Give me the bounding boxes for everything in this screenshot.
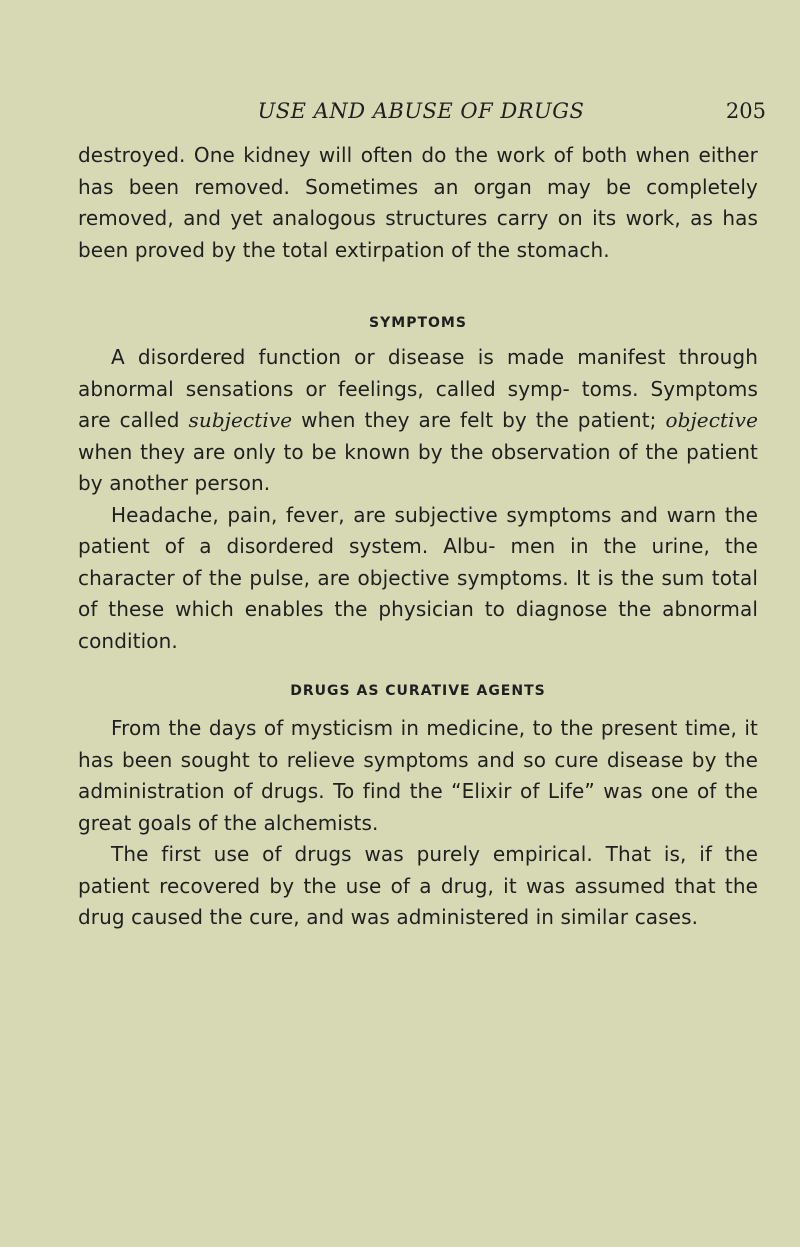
text-block-intro — [78, 140, 758, 266]
paragraph: Headache, pain, fever, are subjective symptoms and warn the patient of a disordered system. Albu- men in the urine, the character of the pulse, are objective symptoms. It is the sum total of these which enables the physician to diagnose the abnormal condition. — [78, 502, 758, 653]
paragraph: destroyed. One kidney will often do the work of both when either has been removed. Sometimes an organ may be completely removed, and yet analogous structures carry on its work, as has been proved by the total extirpation of the stomach. — [78, 143, 758, 262]
emphasis-term: subjective — [188, 408, 293, 432]
paragraph: The first use of drugs was purely empirical. That is, if the patient recovered by the use of a drug, it was assumed that the drug caused the cure, and was administered in similar cases. — [78, 842, 758, 929]
paragraph: From the days of mysticism in medicine, to the present time, it has been sought to relieve symptoms and so cure disease by the administration of drugs. To find the “Elixir of Life” was one of the great goals of the alchemists. — [78, 716, 758, 835]
paragraph-text: when they are only to be known by the observation of the patient by another person. — [78, 439, 758, 495]
section-heading-drugs: DRUGS AS CURATIVE AGENTS — [290, 683, 546, 699]
page-number: 205 — [725, 99, 766, 123]
running-head — [76, 96, 766, 130]
text-block-symptoms — [78, 342, 758, 657]
emphasis-term: objective — [665, 408, 759, 432]
section-heading-symptoms: SYMPTOMS — [369, 315, 467, 331]
text-block-drugs — [78, 713, 758, 934]
paragraph-text: A disordered function or disease is made manifest through abnormal sensations or feelings, called symp- toms. Symptoms are called — [78, 345, 758, 432]
paragraph — [78, 342, 758, 500]
running-title: USE AND ABUSE OF DRUGS — [257, 99, 585, 123]
paragraph-text: when they are felt by the patient; — [292, 408, 666, 432]
